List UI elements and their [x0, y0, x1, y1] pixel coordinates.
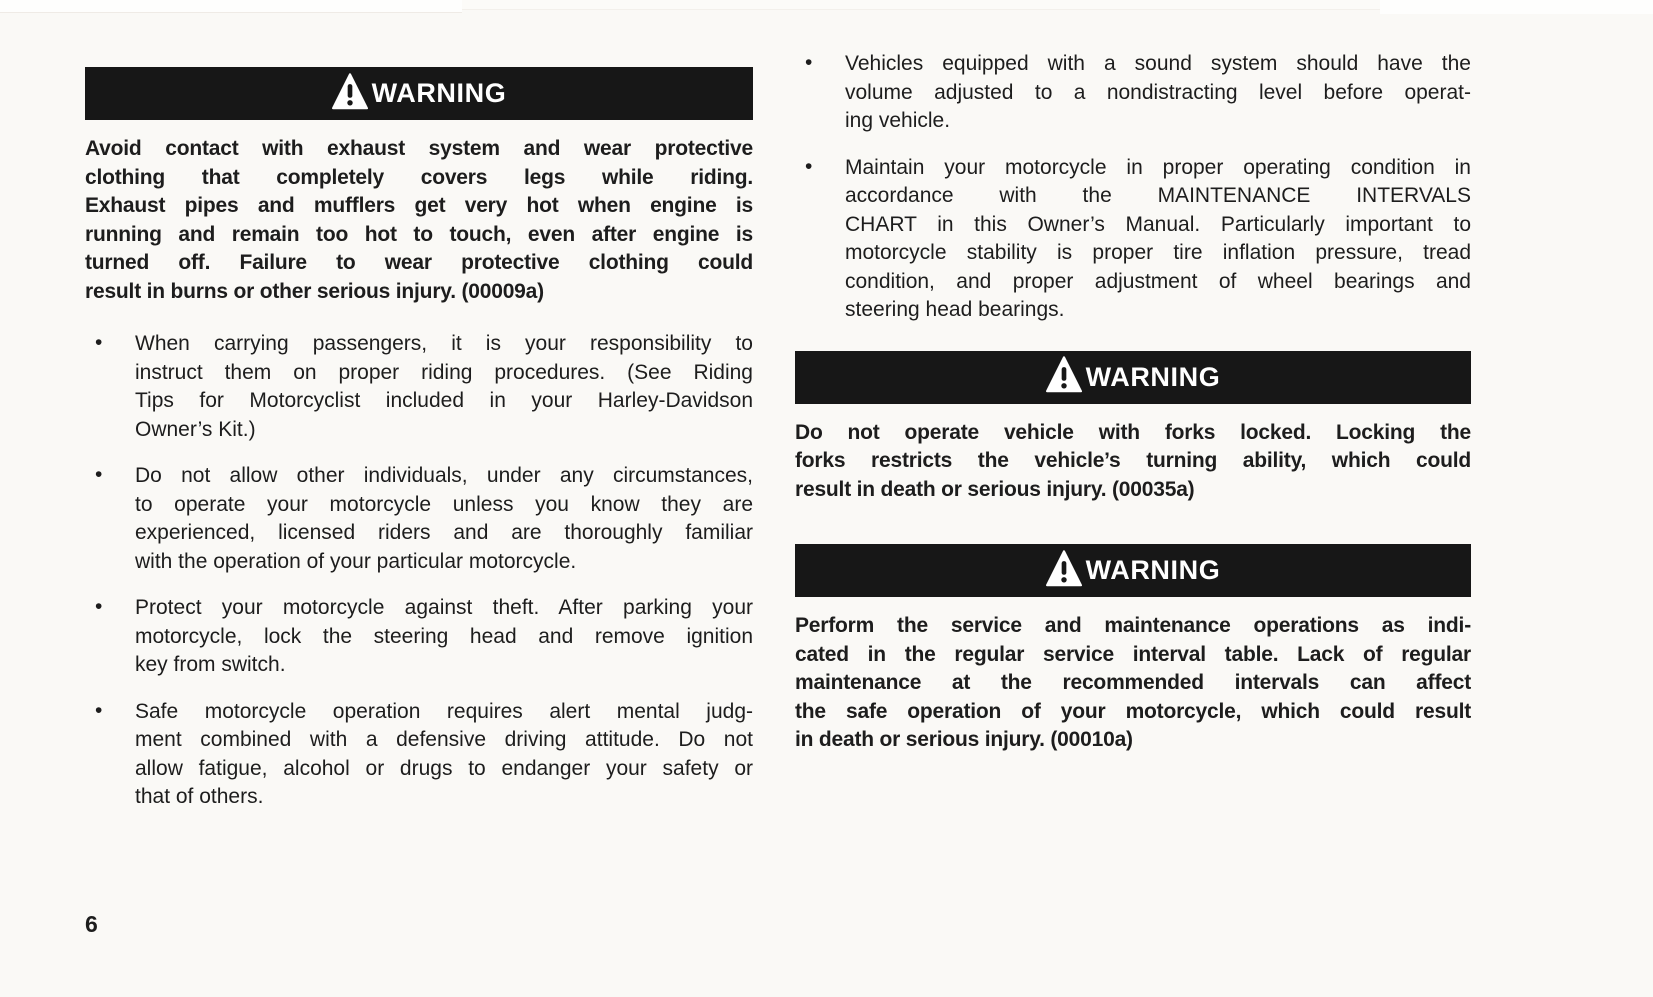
warning-text-service: [795, 612, 1471, 755]
page-number: 6: [85, 911, 98, 937]
text-line: volume adjusted to a nondistracting level before operat-: [845, 80, 1471, 104]
warning-banner-exhaust: [85, 67, 753, 120]
bullet-text: [135, 594, 753, 680]
warning-banner-label: WARNING: [371, 78, 507, 108]
text-line: result in burns or other serious injury. (00009a): [85, 279, 544, 303]
text-line: When carrying passengers, it is your responsibility to: [135, 332, 753, 355]
text-line: CHART in this Owner’s Manual. Particularly important to: [845, 212, 1471, 236]
text-line: ment combined with a defensive driving attitude. Do not: [135, 728, 753, 751]
warning-triangle-icon: [1046, 550, 1082, 588]
bullet-list-right: [795, 50, 1471, 325]
text-line: result in death or serious injury. (00035a): [795, 477, 1195, 501]
list-item: [85, 698, 753, 812]
text-line: in death or serious injury. (00010a): [795, 728, 1133, 751]
text-line: Owner’s Kit.): [135, 417, 256, 441]
warning-text-forks: [795, 419, 1471, 505]
list-item: [795, 154, 1471, 325]
bullet-marker: •: [95, 698, 103, 722]
bullet-list-left: [85, 330, 753, 812]
text-line: Exhaust pipes and mufflers get very hot when engine is: [85, 194, 753, 217]
text-line: forks restricts the vehicle’s turning ability, which could: [795, 449, 1471, 472]
text-line: Vehicles equipped with a sound system should have the: [845, 52, 1471, 75]
text-line: Maintain your motorcycle in proper operating condition in: [845, 155, 1471, 179]
list-item: [85, 330, 753, 444]
text-line: turned off. Failure to wear protective clothing could: [85, 251, 753, 274]
bullet-text: [135, 698, 753, 812]
bullet-text: [135, 462, 753, 576]
text-line: Do not operate vehicle with forks locked. Locking the: [795, 420, 1471, 444]
text-line: accordance with the MAINTENANCE INTERVALS: [845, 184, 1471, 207]
bullet-text: [135, 330, 753, 444]
text-line: to operate your motorcycle unless you know they are: [135, 492, 753, 516]
text-line: running and remain too hot to touch, even after engine is: [85, 222, 753, 246]
text-line: allow fatigue, alcohol or drugs to endanger your safety or: [135, 756, 753, 780]
bullet-text: [845, 50, 1471, 136]
text-line: Protect your motorcycle against theft. After parking your: [135, 596, 753, 619]
text-line: with the operation of your particular motorcycle.: [135, 549, 577, 573]
text-line: the safe operation of your motorcycle, which could result: [795, 699, 1471, 723]
right-column: [795, 50, 1471, 755]
bullet-marker: •: [805, 51, 813, 74]
left-column: [85, 67, 753, 830]
warning-banner-label: WARNING: [1085, 361, 1221, 392]
text-line: clothing that completely covers legs while riding.: [85, 165, 753, 189]
text-line: key from switch.: [135, 653, 286, 676]
text-line: condition, and proper adjustment of wheel bearings and: [845, 269, 1471, 293]
bullet-marker: •: [805, 154, 813, 178]
bullet-marker: •: [95, 595, 103, 618]
bullet-marker: •: [95, 463, 103, 486]
text-line: ing vehicle.: [845, 109, 951, 132]
text-line: cated in the regular service interval table. Lack of regular: [795, 642, 1471, 666]
text-line: motorcycle stability is proper tire inflation pressure, tread: [845, 241, 1471, 264]
scan-edge-artifact: [0, 0, 462, 13]
text-line: Tips for Motorcyclist included in your Harley-Davidson: [135, 389, 753, 412]
warning-banner-label: WARNING: [1085, 555, 1221, 585]
warning-banner-service: [795, 544, 1471, 597]
list-item: [795, 50, 1471, 136]
text-line: maintenance at the recommended intervals can affect: [795, 671, 1471, 694]
text-line: that of others.: [135, 785, 264, 808]
bullet-text: [845, 154, 1471, 325]
bullet-marker: •: [95, 331, 103, 354]
scan-edge-artifact: [462, 0, 1380, 10]
list-item: [85, 462, 753, 576]
text-line: experienced, licensed riders and are thoroughly familiar: [135, 521, 753, 544]
text-line: instruct them on proper riding procedures. (See Riding: [135, 360, 753, 384]
text-line: Perform the service and maintenance operations as indi-: [795, 614, 1471, 637]
warning-text-exhaust: [85, 135, 753, 306]
text-line: Safe motorcycle operation requires alert mental judg-: [135, 699, 753, 723]
text-line: Do not allow other individuals, under any circumstances,: [135, 464, 753, 487]
list-item: [85, 594, 753, 680]
text-line: steering head bearings.: [845, 298, 1065, 321]
warning-triangle-icon: [1046, 356, 1082, 394]
text-line: motorcycle, lock the steering head and remove ignition: [135, 624, 753, 648]
text-line: Avoid contact with exhaust system and wear protective: [85, 137, 753, 160]
warning-banner-forks: [795, 351, 1471, 404]
scan-edge-artifact: [1380, 0, 1653, 14]
warning-triangle-icon: [332, 73, 368, 111]
